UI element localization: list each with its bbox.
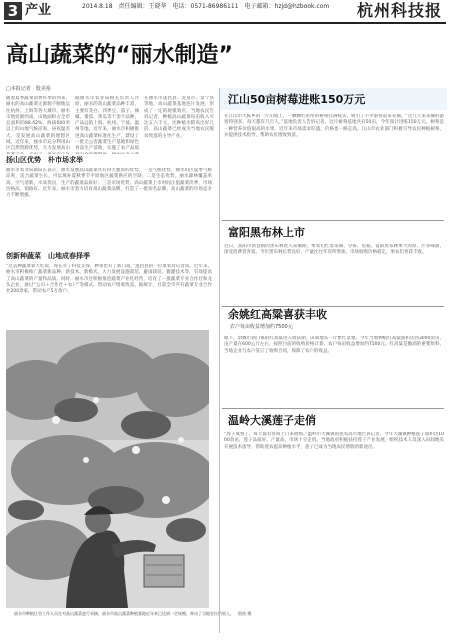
byline: □本报记者 殷美裕 [6, 86, 51, 92]
article-3-subtitle: 农户每亩收益增加约7500元 [230, 324, 293, 330]
header-meta: 2014.8.18 责任编辑：王晓华 电话：0571-86986111 电子邮箱：hzjd@hzbook.com [82, 3, 330, 10]
vegetable-photo [6, 330, 209, 608]
article-2-title: 富阳黑布林上市 [228, 226, 305, 239]
page-header [0, 0, 450, 22]
photo-illustration [6, 330, 209, 608]
article-3-body: 眼下，余姚市泗门镇的红高粱进入收获期，田间地头一片繁忙景象。今年当地种植红高粱面积达到3000余亩，亩产量在600公斤左右，按照目前的收购价格计算，农户每亩收益增加约7500元。红高粱是酿酒的重要原料，当地企业与农户签订了收购合同，保障了农户的收益。 [224, 336, 444, 354]
article-4-body: “莲子成熟了，每天都有客商上门来收购。”温岭市大溪镇的莲农高兴地告诉记者。今年大溪镇种植莲子面积达1000余亩，莲子品质好、产量高，市场十分走俏。当地政府积极扶持莲子产业发展，组织技术人员深入田间地头开展技术指导，帮助莲农提高种植水平，莲子已成为当地农民增收的新途径。 [224, 432, 444, 450]
article-3-title: 余姚红高粱喜获丰收 [228, 308, 327, 321]
section-2-body: “过去种蔬菜靠天吃饭，现在有了科技支撑，种菜也有了新门道。”遂昌县的一位菜农对记者说。近年来，丽水市积极推广蔬菜新品种、新技术、新模式，大力发展设施栽培、避雨栽培、微灌技术等，有效提高了高山蔬菜的产量和品质。同时，丽水市还积极推进蔬菜产业化经营，培育了一批蔬菜专业合作社和龙头企业，通过“公司＋合作社＋农户”等模式，带动农户增收致富。据统计，目前全市共有蔬菜专业合作社200余家，带动农户5万余户。 [6, 264, 212, 295]
intro-col-1: 随着夏季蔬菜消费旺季的到来，丽水的高山蔬菜正源源不断地运往杭州、上海等各大城市。丽水市地处浙西南，山地面积占全市总面积的88.42%，海拔600米以上的山地气候凉爽，昼夜温差大，是发展高山蔬菜的理想区域。近年来，丽水市充分利用山区自然资源优势，大力发展高山 [6, 96, 70, 152]
divider-3 [222, 408, 444, 409]
subheading-1: 扬山区优势 朴市场求举 [6, 156, 83, 164]
article-4-title: 温岭大溪莲子走俏 [228, 414, 316, 427]
subheading-2: 创新种蔬菜 山地成春择季 [6, 252, 90, 260]
intro-col-3: 在丽水市遂昌县、龙泉市、景宁县等地，高山蔬菜基地连片发展，形成了一定的规模效应。当地农民告诉记者，种植高山蔬菜每亩收入可达五六千元，比种植水稻高出好几倍。高山蔬菜已经成为当地农民脱贫致富的主导产业。 [144, 96, 214, 139]
masthead: 杭州科技报 [356, 1, 442, 20]
page-number: 3 [4, 2, 22, 20]
section-1-body: 丽水市农业局副局长表示，丽水发展高山蔬菜具有得天独厚的优势。一是气候优势，丽水山区夏季气候凉爽，适合蔬菜生长，可以填补夏秋季节平原地区蔬菜供应的空缺；二是生态优势，丽水森林覆盖率高，空气清新，水质优良，生产的蔬菜品质好；三是市场优势，高山蔬菜上市时间正值蔬菜淡季，市场价格高，销路好。近年来，丽水市着力培育高山蔬菜品牌，打造了一批知名品牌，高山蔬菜的市场竞争力不断增强。 [6, 168, 212, 199]
divider-2 [222, 306, 444, 307]
article-1-body: 在江山市大陈乡的一片山坡上，一颗颗红彤彤的树莓挂满枝头，吸引了不少游客前来采摘。“这几天来采摘的游客特别多，每天都有几百人。”基地负责人告诉记者。这片树莓基地共有50亩，今年预计进账150万元。树莓是一种营养价值很高的水果，近年来市场需求旺盛，价格也一路走高。江山市农业部门积极引导农民种植树莓，并提供技术指导，帮助农民增收致富。 [224, 114, 444, 138]
section-title: 产业 [25, 3, 52, 18]
photo-caption: 丽水市种植区里工作人员在对高山蔬菜进行采摘，丽水市高山蔬菜种植基地近年来已达到一定规模，带动了当地农民的收入。 殷裕 摄 [14, 611, 252, 616]
main-headline: 高山蔬菜的“丽水制造” [6, 43, 233, 68]
article-1-title: 江山50亩树莓进账150万元 [228, 93, 366, 106]
article-2-body: 近日，富阳市新登镇的黑布林进入采摘期，果农们忙着采摘、分拣、装箱。富阳黑布林果大肉厚、汁多味甜，深受消费者喜爱。今年黑布林长势良好，产量比往年有所增加，市场收购价格稳定，果农们喜获丰收。 [224, 244, 444, 256]
intro-col-2: 据丽水市农业局相关负责人介绍，丽水的高山蔬菜品种丰富，主要有茭白、四季豆、茄子、辣椒、番茄、黄瓜等十余个品种，产品远销上海、杭州、宁波、温州等地。近年来，丽水市积极推进高山蔬菜标准化生产，建设了一批无公害蔬菜生产基地和绿色食品生产基地，实施了农产品质 [75, 96, 139, 152]
divider-1 [222, 220, 444, 221]
header-rule [4, 22, 446, 24]
